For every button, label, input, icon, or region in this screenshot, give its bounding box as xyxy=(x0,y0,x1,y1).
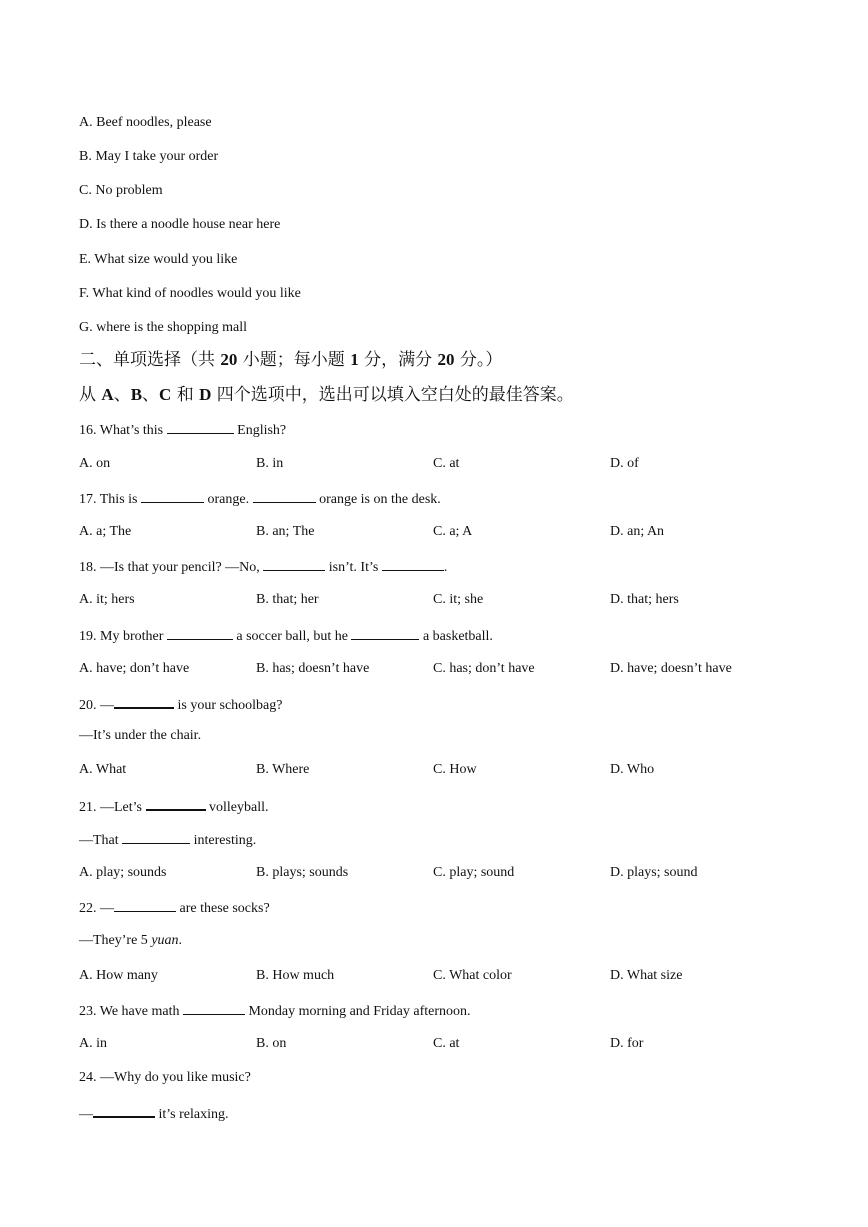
question-24-reply: — it’s relaxing. xyxy=(79,1103,229,1124)
question-18: 18. —Is that your pencil? —No, isn’t. It’s . xyxy=(79,557,447,577)
option-d: D. have; doesn’t have xyxy=(610,661,732,676)
answer-blank xyxy=(167,626,233,640)
option-b: B. plays; sounds xyxy=(256,865,349,880)
option-d: D. Who xyxy=(610,762,655,777)
answer-blank xyxy=(382,557,444,571)
option-b: B. on xyxy=(256,1036,287,1051)
answer-blank xyxy=(146,796,206,811)
option-a: A. play; sounds xyxy=(79,865,167,880)
option-c: C. it; she xyxy=(433,592,484,607)
option-a: A. on xyxy=(79,456,111,471)
question-17-options xyxy=(79,523,779,541)
choice-e: E. What size would you like xyxy=(79,252,238,267)
choice-b: B. May I take your order xyxy=(79,149,219,164)
choice-f: F. What kind of noodles would you like xyxy=(79,286,301,301)
option-b: B. in xyxy=(256,456,284,471)
option-c: C. What color xyxy=(433,968,512,983)
answer-blank xyxy=(263,557,325,571)
section-instructions: 从 A、B、C 和 D 四个选项中，选出可以填入空白处的最佳答案。 xyxy=(79,385,574,405)
choice-d: D. Is there a noodle house near here xyxy=(79,217,281,232)
option-c: C. at xyxy=(433,1036,460,1051)
answer-blank xyxy=(141,489,204,503)
option-d: D. for xyxy=(610,1036,644,1051)
option-b: B. that; her xyxy=(256,592,319,607)
option-d: D. an; An xyxy=(610,524,665,539)
question-23-options xyxy=(79,1035,779,1053)
option-c: C. has; don’t have xyxy=(433,661,535,676)
option-a: A. in xyxy=(79,1036,107,1051)
option-c: C. play; sound xyxy=(433,865,515,880)
answer-blank xyxy=(114,898,176,912)
choice-g: G. where is the shopping mall xyxy=(79,320,247,335)
question-21-options xyxy=(79,864,779,882)
option-d: D. plays; sound xyxy=(610,865,698,880)
answer-blank xyxy=(167,420,234,434)
option-b: B. Where xyxy=(256,762,310,777)
answer-blank xyxy=(114,694,174,709)
option-c: C. at xyxy=(433,456,460,471)
option-b: B. has; doesn’t have xyxy=(256,661,370,676)
answer-blank xyxy=(351,626,419,640)
question-17: 17. This is orange. orange is on the desk. xyxy=(79,489,441,509)
choice-c: C. No problem xyxy=(79,183,163,198)
answer-blank xyxy=(183,1001,245,1015)
question-18-options xyxy=(79,591,779,609)
option-c: C. a; A xyxy=(433,524,473,539)
question-22-reply: —They’re 5 yuan. xyxy=(79,933,183,948)
question-22-options xyxy=(79,967,779,985)
option-d: D. of xyxy=(610,456,639,471)
option-d: D. that; hers xyxy=(610,592,679,607)
question-24: 24. —Why do you like music? xyxy=(79,1070,251,1085)
question-21-reply: —That interesting. xyxy=(79,830,256,850)
question-23: 23. We have math Monday morning and Friday afternoon. xyxy=(79,1001,471,1021)
option-a: A. a; The xyxy=(79,524,132,539)
question-16: 16. What’s this English? xyxy=(79,420,286,440)
question-20-options xyxy=(79,761,779,779)
question-20: 20. — is your schoolbag? xyxy=(79,694,282,715)
option-d: D. What size xyxy=(610,968,683,983)
option-b: B. an; The xyxy=(256,524,315,539)
option-a: A. How many xyxy=(79,968,158,983)
option-a: A. it; hers xyxy=(79,592,135,607)
question-22: 22. — are these socks? xyxy=(79,898,270,918)
choice-a: A. Beef noodles, please xyxy=(79,115,212,130)
question-21: 21. —Let’s volleyball. xyxy=(79,796,269,817)
option-a: A. have; don’t have xyxy=(79,661,190,676)
option-c: C. How xyxy=(433,762,477,777)
option-a: A. What xyxy=(79,762,127,777)
option-b: B. How much xyxy=(256,968,335,983)
question-19: 19. My brother a soccer ball, but he a basketball. xyxy=(79,626,493,646)
question-16-options xyxy=(79,455,779,473)
answer-blank xyxy=(93,1103,155,1118)
answer-blank xyxy=(122,830,190,844)
answer-blank xyxy=(253,489,316,503)
question-20-reply: —It’s under the chair. xyxy=(79,728,202,743)
question-19-options xyxy=(79,660,779,678)
section-heading: 二、单项选择（共 20 小题；每小题 1 分，满分 20 分。） xyxy=(79,350,503,370)
